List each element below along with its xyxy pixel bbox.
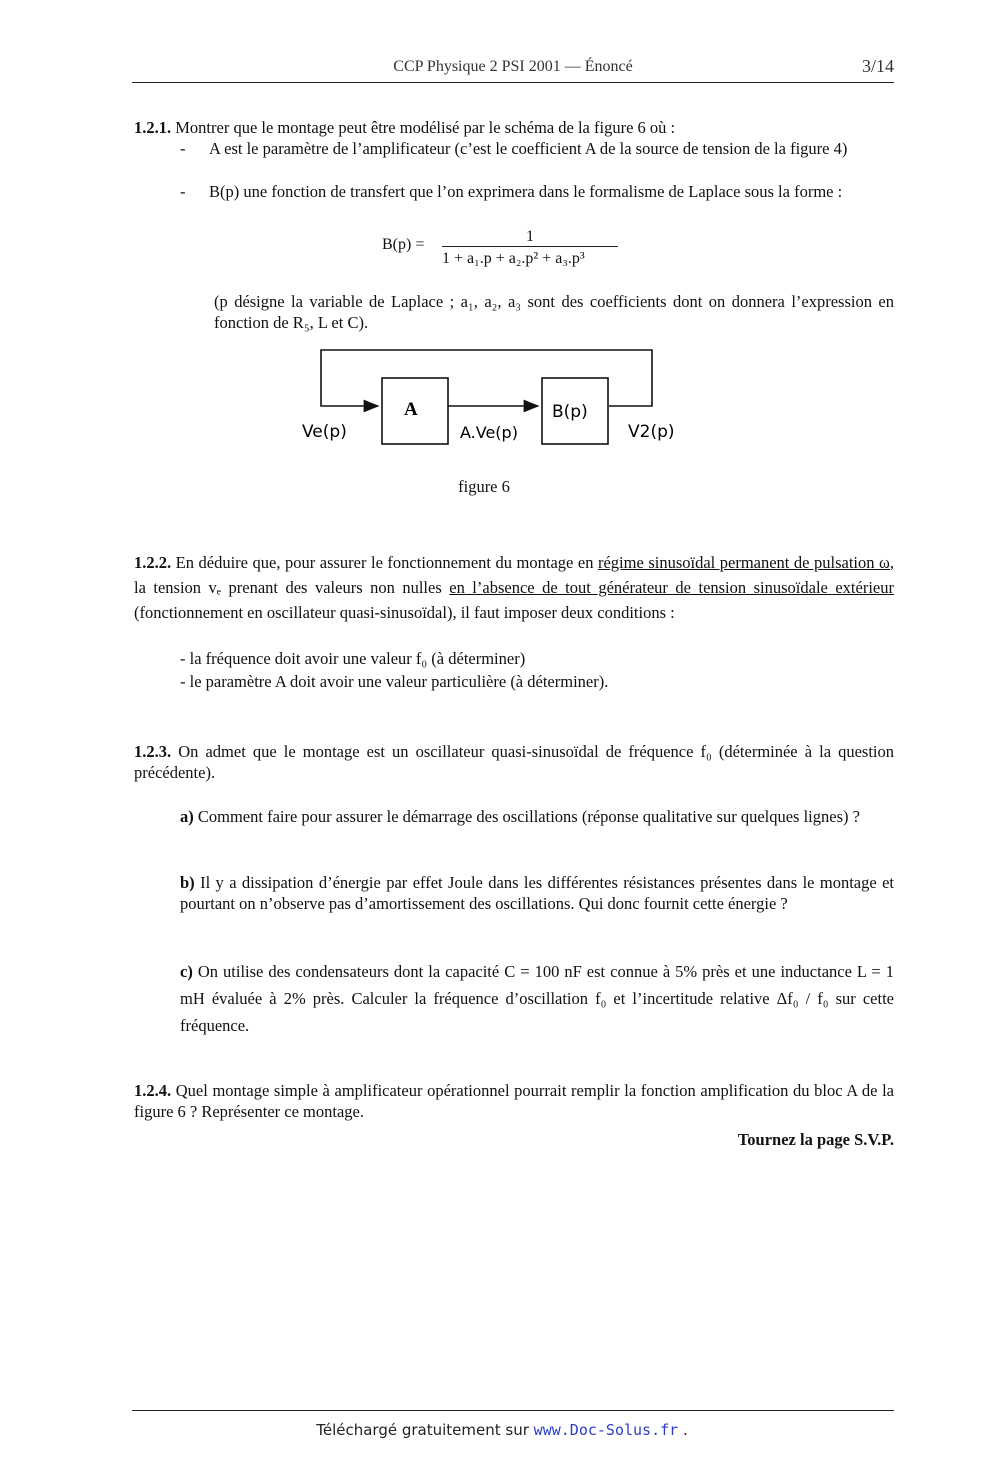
label-ve: Ve(p) xyxy=(302,422,347,442)
question-text: Quel montage simple à amplificateur opérationnel pourrait remplir la fonction amplification du bloc A de la figure 6 ? Représenter ce montage. xyxy=(134,1081,895,1121)
question-1-2-1-intro xyxy=(134,117,894,138)
subquestion-label: c) xyxy=(180,962,193,981)
footer-end: . xyxy=(682,1421,688,1439)
question-1-2-4 xyxy=(134,1080,894,1122)
question-text: En déduire que, pour assurer le fonctionnement du montage en xyxy=(175,553,594,572)
question-number: 1.2.4. xyxy=(134,1081,172,1100)
label-ave: A.Ve(p) xyxy=(460,423,518,442)
page-footer xyxy=(0,1421,1004,1439)
formula-numerator: 1 xyxy=(526,228,534,245)
page-header xyxy=(132,56,894,83)
question-text: (fonctionnement en oscillateur quasi-sinusoïdal), il faut imposer deux conditions : xyxy=(134,603,675,622)
fraction-bar xyxy=(442,246,618,247)
subquestion-text: Il y a dissipation d’énergie par effet Joule dans les différentes résistances présentes dans le montage et pourtant on n’observe pas d’amortissement des oscillations. Qui donc fournit cette énergie ? xyxy=(180,873,895,913)
label-v2: V2(p) xyxy=(628,422,675,442)
question-number: 1.2.1. xyxy=(134,118,172,137)
turn-page-note: Tournez la page S.V.P. xyxy=(737,1130,894,1149)
question-text: On admet que le montage est un oscillateur quasi-sinusoïdal de fréquence f₀ (déterminée à la question précédente). xyxy=(134,742,895,782)
bullet-amplifier-parameter: A est le paramètre de l’amplificateur (c’est le coefficient A de la source de tension de la figure 4) xyxy=(209,139,848,158)
question-number: 1.2.3. xyxy=(134,742,172,761)
page-number: 3/14 xyxy=(861,56,894,76)
question-text: Montrer que le montage peut être modélisé par le schéma de la figure 6 où : xyxy=(175,118,676,137)
subquestion-label: b) xyxy=(180,873,195,892)
subquestion-text: On utilise des condensateurs dont la capacité C = 100 nF est connue à 5% près et une inductance L = 1 mH évaluée à 2% près. Calculer la fréquence d’oscillation f₀ et l’incertitude relative Δf₀ / f₀ sur cette fréquence. xyxy=(180,962,894,1035)
underlined-phrase: en l’absence de tout générateur de tension sinusoïdale extérieur xyxy=(449,578,894,597)
subquestion-label: a) xyxy=(180,807,194,826)
bullet-transfer-function: B(p) une fonction de transfert que l’on exprimera dans le formalisme de Laplace sous la forme : xyxy=(209,182,843,201)
figure-6-block-diagram xyxy=(290,340,690,455)
bullet-marker: - xyxy=(180,182,186,201)
subquestion-a xyxy=(180,806,894,827)
question-number: 1.2.2. xyxy=(134,553,172,572)
subquestion-c xyxy=(180,958,894,1039)
underlined-phrase: régime sinusoïdal permanent de pulsation ω xyxy=(597,553,890,572)
subquestion-b xyxy=(180,872,894,914)
footer-text: Téléchargé gratuitement sur xyxy=(316,1421,529,1439)
formula-denominator: 1 + a₁.p + a₂.p² + a₃.p³ xyxy=(442,250,585,267)
question-text: , la tension vₑ prenant des valeurs non nulles xyxy=(134,553,895,597)
subquestion-text: Comment faire pour assurer le démarrage des oscillations (réponse qualitative sur quelques lignes) ? xyxy=(197,807,860,826)
question-1-2-3-intro xyxy=(134,741,894,783)
header-title: CCP Physique 2 PSI 2001 — Énoncé xyxy=(393,58,633,75)
block-a-label: A xyxy=(404,399,418,420)
condition-parameter: - le paramètre A doit avoir une valeur particulière (à déterminer). xyxy=(180,672,609,691)
bullet-marker: - xyxy=(180,139,186,158)
footer-divider xyxy=(132,1410,894,1411)
block-b-label: B(p) xyxy=(552,402,588,422)
formula-lhs: B(p) = xyxy=(382,236,425,253)
figure-caption: figure 6 xyxy=(458,477,510,496)
footer-link[interactable]: www.Doc-Solus.fr xyxy=(533,1421,679,1439)
question-1-2-2 xyxy=(134,550,894,625)
transfer-function-formula xyxy=(382,230,622,272)
laplace-variable-note: (p désigne la variable de Laplace ; a₁, a₂, a₃ sont des coefficients dont on donnera l’expression en fonction de R₅, L et C). xyxy=(214,292,894,332)
condition-frequency: - la fréquence doit avoir une valeur f₀ (à déterminer) xyxy=(180,649,526,668)
